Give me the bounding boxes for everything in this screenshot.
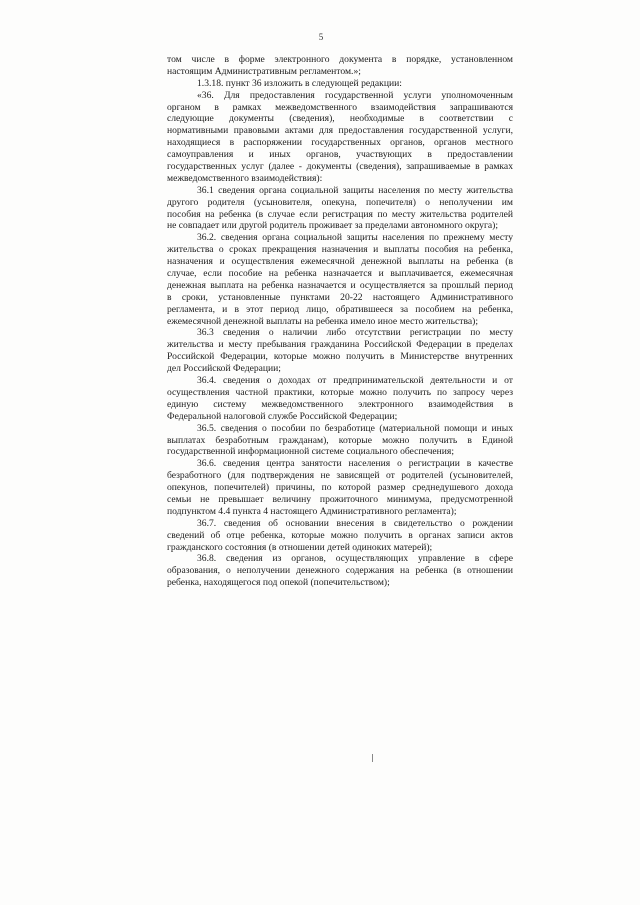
text-line: безработного (для подтверждения не зависящей от родителей (усыновителей, [167,470,513,482]
text-line: Российской Федерации, которые можно получить в Министерстве внутренних [167,351,513,363]
text-line: денежная выплата на ребенка назначается и осуществляется за прошлый период [167,279,513,291]
text-line: следующие документы (сведения), необходимые в соответствии с [167,113,513,125]
paragraph-36-4 [167,375,513,423]
document-body [167,54,513,589]
paragraph-continuation [167,54,513,78]
paragraph-36-2 [167,232,513,327]
text-line: другого родителя (усыновителя, опекуна, попечителя) о неполучении им [167,196,513,208]
text-line: образования, о неполучении денежного содержания на ребенка (в отношении [167,565,513,577]
text-line: ежемесячной денежной выплаты на ребенка имело иное место жительства); [167,315,479,327]
text-line: сведений об отце ребенка, которые можно получить в органах записи актов [167,529,513,541]
text-line: семьи не превышает величину прожиточного минимума, предусмотренной [167,493,513,505]
text-line: единую систему межведомственного электронного взаимодействия в [167,398,513,410]
text-line: 36.8. сведения из органов, осуществляющих управление в сфере [197,553,513,565]
text-line: гражданского состояния (в отношении детей одиноких матерей); [167,541,433,553]
text-line: 36.3 сведения о наличии либо отсутствии регистрации по месту [197,327,513,339]
scan-mark [372,754,373,762]
text-line: назначения и осуществления ежемесячной денежной выплаты на ребенка (в [167,256,513,268]
paragraph-36 [167,90,513,185]
text-line: нормативными правовыми актами для предоставления государственной услуги, [167,125,513,137]
text-line: дел Российской Федерации; [167,363,281,375]
text-line: находящиеся в распоряжении государственных органов, органов местного [167,137,513,149]
text-line: межведомственного взаимодействия): [167,172,323,184]
paragraph-36-3 [167,327,513,375]
text-line: 36.2. сведения органа социальной защиты населения по прежнему месту [197,232,513,244]
paragraph-36-5 [167,423,513,459]
text-line: случае, если пособие на ребенка назначается и выплачивается, ежемесячная [167,268,513,280]
text-line: 1.3.18. пункт 36 изложить в следующей редакции: [197,77,402,89]
text-line: ребенка, находящегося под опекой (попечительством); [167,577,390,589]
text-line: пособия на ребенка (в случае если регистрация по месту жительства родителей [167,208,513,220]
text-line: «36. Для предоставления государственной услуги уполномоченным [197,89,513,101]
paragraph-36-6 [167,458,513,517]
text-line: том числе в форме электронного документа в порядке, установленном [167,54,513,65]
text-line: 36.5. сведения о пособии по безработице (материальной помощи и иных [197,422,513,434]
text-line: в сроки, установленные пунктами 20-22 настоящего Административного [167,291,513,303]
text-line: настоящим Административным регламентом.»; [167,65,361,77]
text-line: опекунов, попечителей) причины, по которой размер среднедушевого дохода [167,482,513,494]
text-line: органом в рамках межведомственного взаимодействия запрашиваются [167,101,513,113]
text-line: выплатах безработным гражданам), которые можно получить в Единой [167,434,513,446]
text-line: самоуправления и иных органов, участвующих в предоставлении [167,149,513,161]
text-line: подпунктом 4.4 пункта 4 настоящего Административного регламента); [167,505,457,517]
text-line: жительства о сроках прекращения назначения и выплаты пособия на ребенка, [167,244,513,256]
paragraph-36-1 [167,185,513,233]
paragraph-36-7 [167,518,513,554]
text-line: 36.6. сведения центра занятости населения о регистрации в качестве [197,458,513,470]
text-line: 36.7. сведения об основании внесения в свидетельство о рождении [197,517,513,529]
text-line: государственных услуг (далее - документы (сведения), запрашиваемые в рамках [167,161,513,173]
text-line: 36.1 сведения органа социальной защиты населения по месту жительства [197,184,513,196]
text-line: жительства и месту пребывания гражданина Российской Федерации в пределах [167,339,513,351]
text-line: осуществления частной практики, которые можно получить по запросу через [167,386,513,398]
paragraph-36-8 [167,553,513,589]
text-line: 36.4. сведения о доходах от предпринимательской деятельности и от [197,375,513,387]
page-number: 5 [318,32,324,42]
text-line: регламента, и в этот период лицо, обратившееся за пособием на ребенка, [167,303,513,315]
text-line: Федеральной налоговой службе Российской Федерации; [167,410,398,422]
text-line: не совпадает или другой родитель проживает за пределами автономного округа); [167,220,499,232]
paragraph-1-3-18 [167,78,513,90]
text-line: государственной информационной системе социального обеспечения; [167,446,455,458]
